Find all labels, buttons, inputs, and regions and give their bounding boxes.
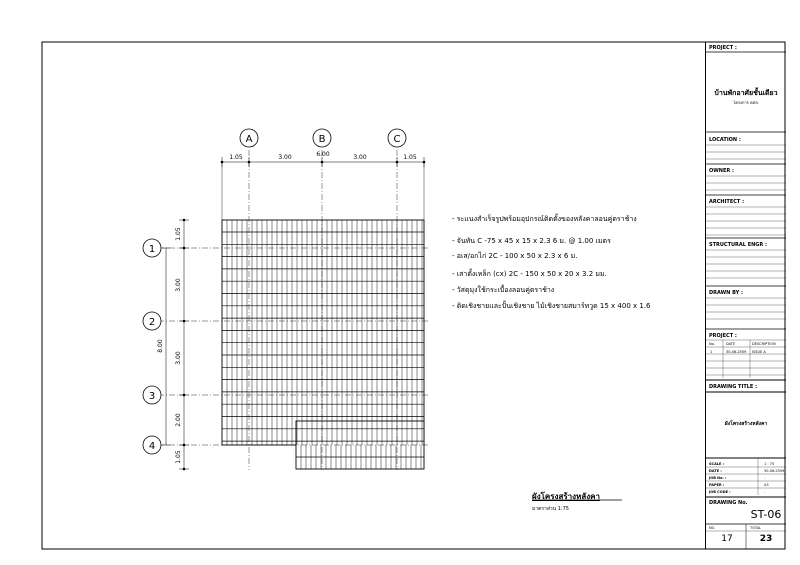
dimension-node [183,444,186,447]
info-key-jobcode: JOB CODE : [709,490,731,494]
sheet-no-label: NO. [709,526,716,530]
info-val-date: 30-06-2559 [764,469,785,473]
sheet-total-label: TOTAL [750,526,762,530]
info-val-paper: A3 [764,483,769,487]
dimension-text: 1.05 [175,227,182,241]
info-val-scale: 1 : 75 [764,462,775,466]
info-key-paper: PAPER : [709,483,725,487]
drawing-caption: ผังโครงสร้างหลังคา [532,492,600,501]
dimension-node [183,394,186,397]
grid-label-row: 4 [148,441,156,452]
dimension-text: 1.05 [403,154,417,161]
dimension-text-total: 8.00 [157,339,164,353]
note-6: - ติดเชิงชายและปั้นเชิงชาย ไม้เชิงชายสมาร์ทวูด 15 x 400 x 1.6 [452,302,651,310]
drawing-title: ผังโครงสร้างหลังคา [724,421,768,427]
dimension-node [396,161,399,164]
dimension-node [183,219,186,222]
grid-label-row: 1 [148,244,156,255]
grid-label-row: 3 [148,391,156,402]
rev-header-desc: DESCRIPTION [752,342,776,346]
rev-row-date: 30-06-2559 [726,350,747,354]
sheet-no-value: 17 [721,534,733,544]
grid-label-col: C [393,134,401,145]
dimension-text: 3.00 [175,351,182,365]
project-label: PROJECT : [709,45,737,51]
dimension-text: 3.00 [278,154,292,161]
dimension-node [183,468,186,471]
dimension-text-total: 6.00 [316,151,330,158]
project-name: บ้านพักอาศัยชั้นเดียว [714,89,778,97]
dimension-node [183,247,186,250]
grid-label-col: B [318,134,326,145]
drawing-title-label: DRAWING TITLE : [709,384,758,390]
dimension-node [248,161,251,164]
note-5: - วัสดุมุงใช้กระเบื้องลอนคู่ตราช้าง [452,286,555,294]
structural-label: STRUCTURAL ENGR : [709,242,768,248]
info-key-job: JOB No. : [709,476,727,480]
note-2: - จันทัน C -75 x 45 x 15 x 2.3 6 ม. @ 1.00 เมตร [452,237,611,245]
title-block [705,42,785,549]
note-1: - ระแนงสำเร็จรูปพร้อมอุปกรณ์ติดตั้งของหลังคาลอนคู่ตราช้าง [452,215,637,223]
drawn-by-label: DRAWN BY : [709,290,743,296]
rev-header-date: DATE [726,342,736,346]
dimension-node [321,161,324,164]
dimension-text: 2.00 [175,413,182,427]
grid-label-col: A [245,134,253,145]
dimension-text: 3.00 [175,278,182,292]
dimension-node [183,320,186,323]
info-val-job: - [764,476,766,480]
dimension-text: 3.00 [353,154,367,161]
note-3: - อเส/อกไก่ 2C - 100 x 50 x 2.3 x 6 ม. [452,252,578,260]
drawing-scale: มาตราส่วน 1:75 [532,506,569,512]
dimension-text: 1.05 [229,154,243,161]
roof-outline [222,220,424,445]
info-key-date: DATE : [709,469,722,473]
drawing-no-label: DRAWING No. [709,500,748,506]
location-label: LOCATION : [709,137,741,143]
project-sub: โครงการ คสล. [733,100,759,105]
info-key-scale: SCALE : [709,462,725,466]
rev-header-no: No. [709,342,715,346]
architect-label: ARCHITECT : [709,199,745,205]
drawing-number: ST-06 [750,508,782,521]
grid-label-row: 2 [148,317,156,328]
rev-row-desc: ISSUE A [752,350,766,354]
rev-row-no: 1 [710,350,713,354]
project2-label: PROJECT : [709,333,737,339]
info-val-jobcode: - [764,490,766,494]
dimension-text: 1.05 [175,450,182,464]
owner-label: OWNER : [709,168,734,174]
note-4: - เสาตั้งเหล็ก (cx) 2C - 150 x 50 x 20 x 3.2 มม. [452,270,607,278]
sheet-total-value: 23 [759,534,773,544]
